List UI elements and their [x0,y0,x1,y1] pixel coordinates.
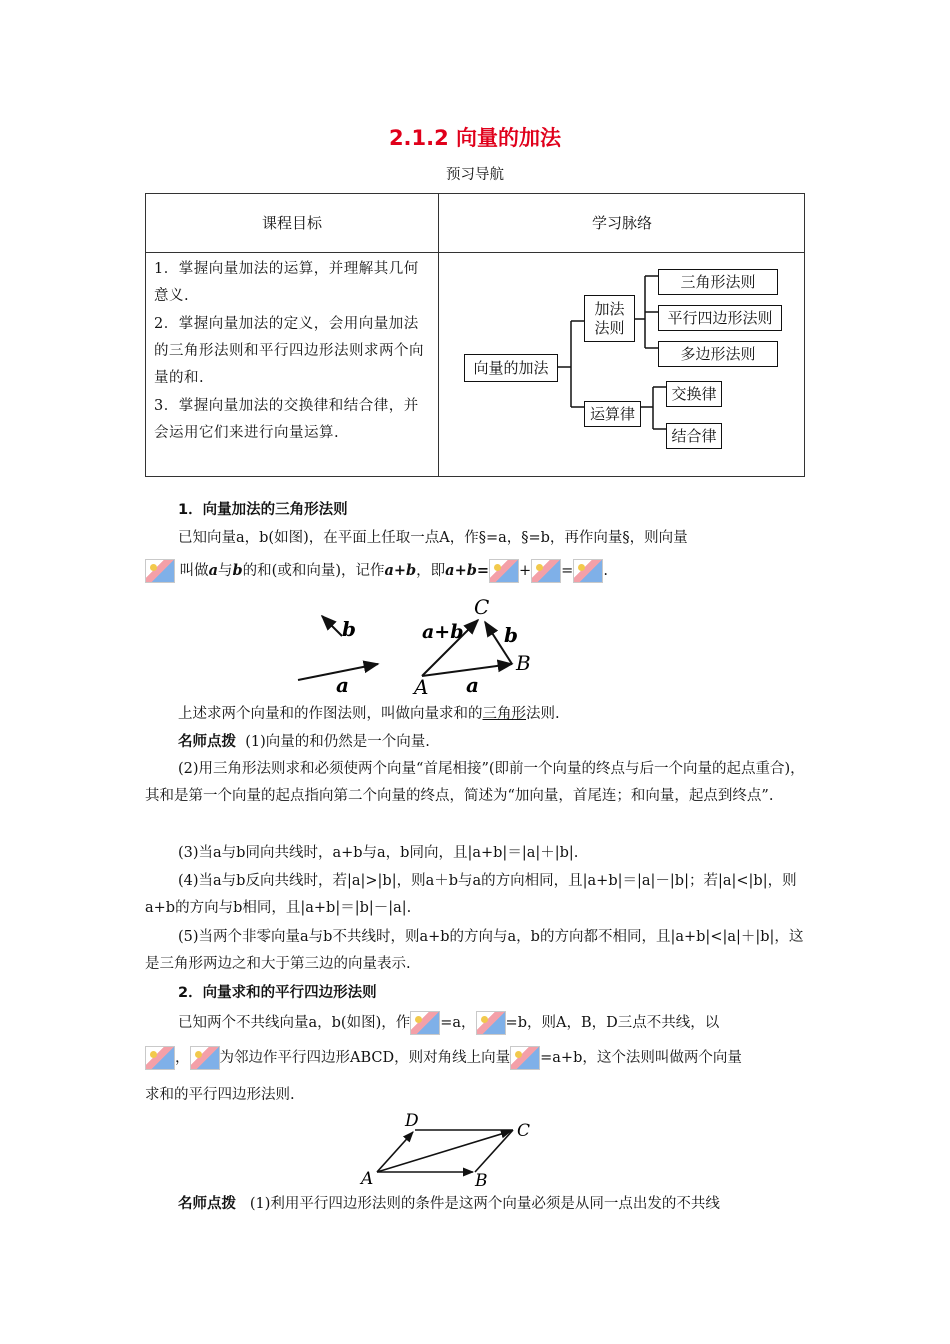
node-associative-law: 结合律 [666,423,722,449]
tip4: (4)当a与b反向共线时，若|a|>|b|，则a＋b与a的方向相同，且|a+b|＝|a|－|b|；若|a|<|b|，则a+b的方向与b相同，且|a+b|＝|b|－|a|. [145,873,797,916]
section1-p3: 上述求两个向量和的作图法则，叫做向量求和的三角形法则. [178,706,560,722]
vector-ab-image [145,1046,175,1070]
tip-label: 名师点拨 [178,734,236,750]
section1-heading: 1．向量加法的三角形法则 [178,502,348,518]
section2-tip-row: 名师点拨 (1)利用平行四边形法则的条件是这两个向量必须是从同一点出发的不共线 [178,1196,720,1212]
point-c-label: C [517,1121,531,1141]
node-triangle-rule: 三角形法则 [658,269,778,295]
tip-label: 名师点拨 [178,1196,236,1212]
section2-p2: ， 为邻边作平行四边形ABCD，则对角线上向量 =a+b，这个法则叫做两个向量 [145,1045,807,1072]
node-parallelogram-rule: 平行四边形法则 [658,305,782,331]
triangle-rule-figure [290,592,550,700]
section2-heading: 2．向量求和的平行四边形法则 [178,985,377,1001]
vector-ad-image [190,1046,220,1070]
col-header-context: 学习脉络 [591,214,652,232]
page-subtitle: 预习导航 [446,167,504,183]
node-commutative-law: 交换律 [666,381,722,407]
vector-ac-image [489,559,519,583]
vector-bc-image [573,559,603,583]
vector-ab-image [531,559,561,583]
vector-ad-image [476,1011,506,1035]
section1-p1: 已知向量a，b(如图)，在平面上任取一点A，作§=a，§=b，再作向量§，则向量 [178,530,688,546]
preview-table [145,193,805,477]
label-a: a [336,673,349,697]
point-c-label: C [474,595,490,619]
label-b: b [342,617,356,641]
point-b-label: B [475,1171,488,1188]
tip5: (5)当两个非零向量a与b不共线时，则a+b的方向与a，b的方向都不相同，且|a+b|<|a|＋|b|，这是三角形两边之和大于第三边的向量表示. [145,929,804,972]
tip3: (3)当a与b同向共线时，a+b与a，b同向，且|a+b|＝|a|＋|b|. [178,845,579,861]
section1-p2: 叫做a与b的和(或和向量)，记作a+b，即a+b= + = . [145,557,805,585]
label-a: a [466,673,479,697]
tip2: (2)用三角形法则求和必须使两个向量“首尾相接”(即前一个向量的终点与后一个向量的起点重合)，其和是第一个向量的起点指向第二个向量的终点，简述为“加向量，首尾连；和向量，起点到终点”. [145,761,805,804]
point-d-label: D [405,1111,419,1131]
point-a-label: A [361,1169,374,1188]
node-polygon-rule: 多边形法则 [658,341,778,367]
node-operation-laws: 运算律 [584,401,641,427]
vector-ac-image [145,559,175,583]
goal-item: 1．掌握向量加法的运算，并理解其几何意义. [154,261,419,304]
label-b: b [504,623,518,647]
goal-item: 3．掌握向量加法的交换律和结合律，并会运用它们来进行向量运算. [154,398,419,441]
goals-list [154,256,430,448]
label-a-plus-b: a+b [422,621,464,643]
node-root: 向量的加法 [464,354,558,382]
point-b-label: B [516,651,531,675]
parallelogram-rule-figure [355,1108,545,1188]
page-title: 2.1.2 向量的加法 [388,126,562,150]
node-addition-rules: 加法法则 [584,295,635,342]
vector-ac-image [510,1046,540,1070]
section2-p1: 已知两个不共线向量a，b(如图)，作 =a， =b，则A，B，D三点不共线，以 [178,1010,808,1037]
section2-p3: 求和的平行四边形法则. [145,1087,295,1103]
goal-item: 2．掌握向量加法的定义，会用向量加法的三角形法则和平行四边形法则求两个向量的和. [154,316,424,386]
point-a-label: A [414,675,429,699]
col-header-goals: 课程目标 [261,214,322,232]
vector-ab-image [410,1011,440,1035]
tip1-row: 名师点拨 (1)向量的和仍然是一个向量. [178,734,430,750]
